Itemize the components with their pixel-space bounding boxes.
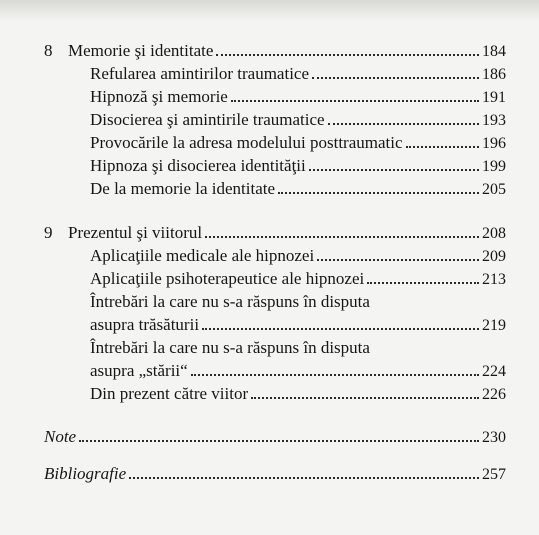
chapter-title: Memorie şi identitate — [68, 41, 214, 60]
toc-entry-chapter-8[interactable] — [44, 40, 506, 62]
chapter-number: 8 — [44, 41, 53, 60]
page-number: 205 — [482, 181, 506, 198]
dot-leader — [202, 314, 479, 330]
page-number: 191 — [482, 89, 506, 106]
dot-leader — [278, 178, 479, 194]
toc-entry-section-line1[interactable] — [90, 337, 506, 359]
toc-entry-section-line2[interactable] — [90, 360, 506, 382]
page-number: 184 — [482, 43, 506, 60]
section-title: De la memorie la identitate — [90, 179, 276, 198]
page-number: 224 — [482, 363, 506, 380]
page-number: 257 — [482, 466, 506, 483]
toc-entry-notes[interactable] — [44, 426, 506, 448]
dot-leader — [191, 360, 479, 376]
toc-entry-section-line2[interactable] — [90, 314, 506, 336]
page-number: 196 — [482, 135, 506, 152]
dot-leader — [317, 245, 479, 261]
notes-title: Note — [44, 427, 77, 446]
section-title: Hipnoza şi disocierea identităţii — [90, 156, 306, 175]
dot-leader — [328, 109, 479, 125]
toc-entry-section[interactable] — [90, 178, 506, 200]
dot-leader — [406, 132, 479, 148]
toc-entry-chapter-9[interactable] — [44, 222, 506, 244]
section-title: Provocările la adresa modelului posttraumatic — [90, 133, 403, 152]
section-title: Refularea amintirilor traumatice — [90, 64, 310, 83]
section-title: Întrebări la care nu s-a răspuns în disputa — [90, 292, 370, 311]
dot-leader — [231, 86, 479, 102]
page-number: 209 — [482, 248, 506, 265]
dot-leader — [309, 155, 479, 171]
page-number: 186 — [482, 66, 506, 83]
dot-leader — [312, 63, 479, 79]
toc-entry-bibliography[interactable] — [44, 463, 506, 485]
section-title: Aplicaţiile medicale ale hipnozei — [90, 246, 315, 265]
toc-entry-section[interactable] — [90, 155, 506, 177]
page-number: 226 — [482, 386, 506, 403]
chapter-number: 9 — [44, 223, 53, 242]
toc-entry-section[interactable] — [90, 63, 506, 85]
dot-leader — [367, 268, 479, 284]
page-number: 213 — [482, 271, 506, 288]
page-number: 219 — [482, 317, 506, 334]
section-title: Aplicaţiile psihoterapeutice ale hipnozei — [90, 269, 365, 288]
toc-entry-section[interactable] — [90, 383, 506, 405]
dot-leader — [216, 40, 479, 56]
chapter-title: Prezentul şi viitorul — [68, 223, 203, 242]
dot-leader — [79, 426, 479, 442]
toc-entry-section[interactable] — [90, 132, 506, 154]
dot-leader — [251, 383, 479, 399]
bibliography-title: Bibliografie — [44, 464, 127, 483]
page-number: 230 — [482, 429, 506, 446]
toc-entry-section[interactable] — [90, 245, 506, 267]
toc-entry-section-line1[interactable] — [90, 291, 506, 313]
dot-leader — [205, 222, 479, 238]
section-title-continued: asupra „stării“ — [90, 361, 188, 380]
section-title: Din prezent către viitor — [90, 384, 249, 403]
section-title: Hipnoză şi memorie — [90, 87, 228, 106]
page-number: 199 — [482, 158, 506, 175]
dot-leader — [129, 463, 479, 479]
page-number: 208 — [482, 225, 506, 242]
toc-entry-section[interactable] — [90, 86, 506, 108]
section-title: Disocierea şi amintirile traumatice — [90, 110, 325, 129]
toc-entry-section[interactable] — [90, 109, 506, 131]
section-title-continued: asupra trăsăturii — [90, 315, 200, 334]
section-title: Întrebări la care nu s-a răspuns în disputa — [90, 338, 370, 357]
page-number: 193 — [482, 112, 506, 129]
toc-entry-section[interactable] — [90, 268, 506, 290]
